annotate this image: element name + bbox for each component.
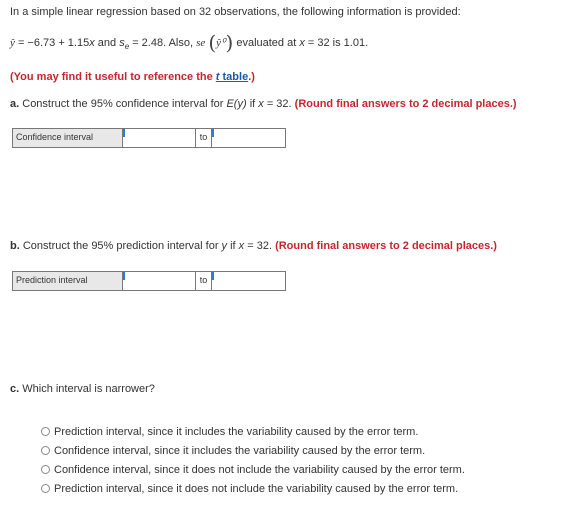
confidence-lower-input[interactable] xyxy=(123,129,195,147)
x-variable: x xyxy=(89,37,95,49)
confidence-to-label: to xyxy=(196,129,212,147)
option-prediction-not-includes[interactable] xyxy=(41,479,465,498)
part-a-question xyxy=(10,98,517,110)
radio-button[interactable] xyxy=(41,465,50,474)
part-c-question xyxy=(10,383,155,395)
part-c-text: Which interval is narrower? xyxy=(19,383,155,395)
part-a-round-note: (Round final answers to 2 decimal places.) xyxy=(294,98,517,110)
part-b-round-note: (Round final answers to 2 decimal places.) xyxy=(275,240,497,252)
input-marker xyxy=(212,129,214,137)
se-symbol: s xyxy=(119,37,125,49)
radio-button[interactable] xyxy=(41,484,50,493)
part-b-question xyxy=(10,240,497,252)
input-marker xyxy=(123,129,125,137)
equation-text: = −6.73 + 1.15 xyxy=(14,37,90,49)
se-value: = 2.48. Also, xyxy=(129,37,197,49)
part-a-letter: a. xyxy=(10,98,20,110)
option-confidence-includes[interactable] xyxy=(41,441,465,460)
part-a-if: if xyxy=(246,98,259,110)
confidence-upper-box xyxy=(212,129,285,147)
evaluated-text: evaluated at xyxy=(236,37,300,49)
answer-options xyxy=(41,422,465,498)
confidence-interval-label: Confidence interval xyxy=(13,129,123,147)
reference-before: (You may find it useful to reference the xyxy=(10,71,216,83)
option-label: Confidence interval, since it does not include the variability caused by the error term. xyxy=(54,463,465,476)
radio-button[interactable] xyxy=(41,446,50,455)
link-table[interactable]: table xyxy=(219,71,249,83)
part-a-val: = 32. xyxy=(263,98,295,110)
option-label: Prediction interval, since it includes the variability caused by the error term. xyxy=(54,425,419,438)
t-table-link[interactable] xyxy=(216,71,248,83)
reference-note xyxy=(10,71,255,83)
option-confidence-not-includes[interactable] xyxy=(41,460,465,479)
option-label: Prediction interval, since it does not include the variability caused by the error term. xyxy=(54,482,459,495)
part-a-ey: E(y) xyxy=(226,98,247,110)
eval-rest: = 32 is 1.01. xyxy=(304,37,369,49)
eval-x: x xyxy=(299,37,305,49)
prediction-upper-input[interactable] xyxy=(212,272,285,290)
link-t[interactable]: t xyxy=(215,71,220,83)
part-b-val: = 32. xyxy=(244,240,276,252)
confidence-interval-row xyxy=(12,128,286,148)
reference-after: .) xyxy=(248,71,255,83)
part-a-text: Construct the 95% confidence interval for xyxy=(19,98,227,110)
prediction-to-label: to xyxy=(196,272,212,290)
part-b-text: Construct the 95% prediction interval for xyxy=(19,240,222,252)
prediction-lower-box xyxy=(123,272,196,290)
left-paren: ( xyxy=(208,30,217,55)
and-text: and xyxy=(94,37,120,49)
part-c-letter: c. xyxy=(10,383,20,395)
part-b-letter: b. xyxy=(10,240,20,252)
radio-button[interactable] xyxy=(41,427,50,436)
problem-intro: In a simple linear regression based on 32 observations, the following information is provided: xyxy=(10,6,461,18)
part-b-x: x xyxy=(238,240,245,252)
confidence-lower-box xyxy=(123,129,196,147)
yhat-symbol: ŷ xyxy=(10,37,15,49)
right-paren: ) xyxy=(225,30,234,55)
input-marker xyxy=(212,272,214,280)
prediction-interval-row xyxy=(12,271,286,291)
input-marker xyxy=(123,272,125,280)
prediction-lower-input[interactable] xyxy=(123,272,195,290)
option-label: Confidence interval, since it includes the variability caused by the error term. xyxy=(54,444,426,457)
option-prediction-includes[interactable] xyxy=(41,422,465,441)
prediction-interval-label: Prediction interval xyxy=(13,272,123,290)
confidence-upper-input[interactable] xyxy=(212,129,285,147)
part-a-x: x xyxy=(258,98,264,110)
y0-symbol: ŷ⁰ xyxy=(216,37,226,49)
se-subscript: e xyxy=(124,42,130,52)
se-function: se xyxy=(196,37,206,49)
part-b-y: y xyxy=(221,240,228,252)
regression-equation xyxy=(10,30,369,55)
prediction-upper-box xyxy=(212,272,285,290)
part-b-if: if xyxy=(227,240,239,252)
